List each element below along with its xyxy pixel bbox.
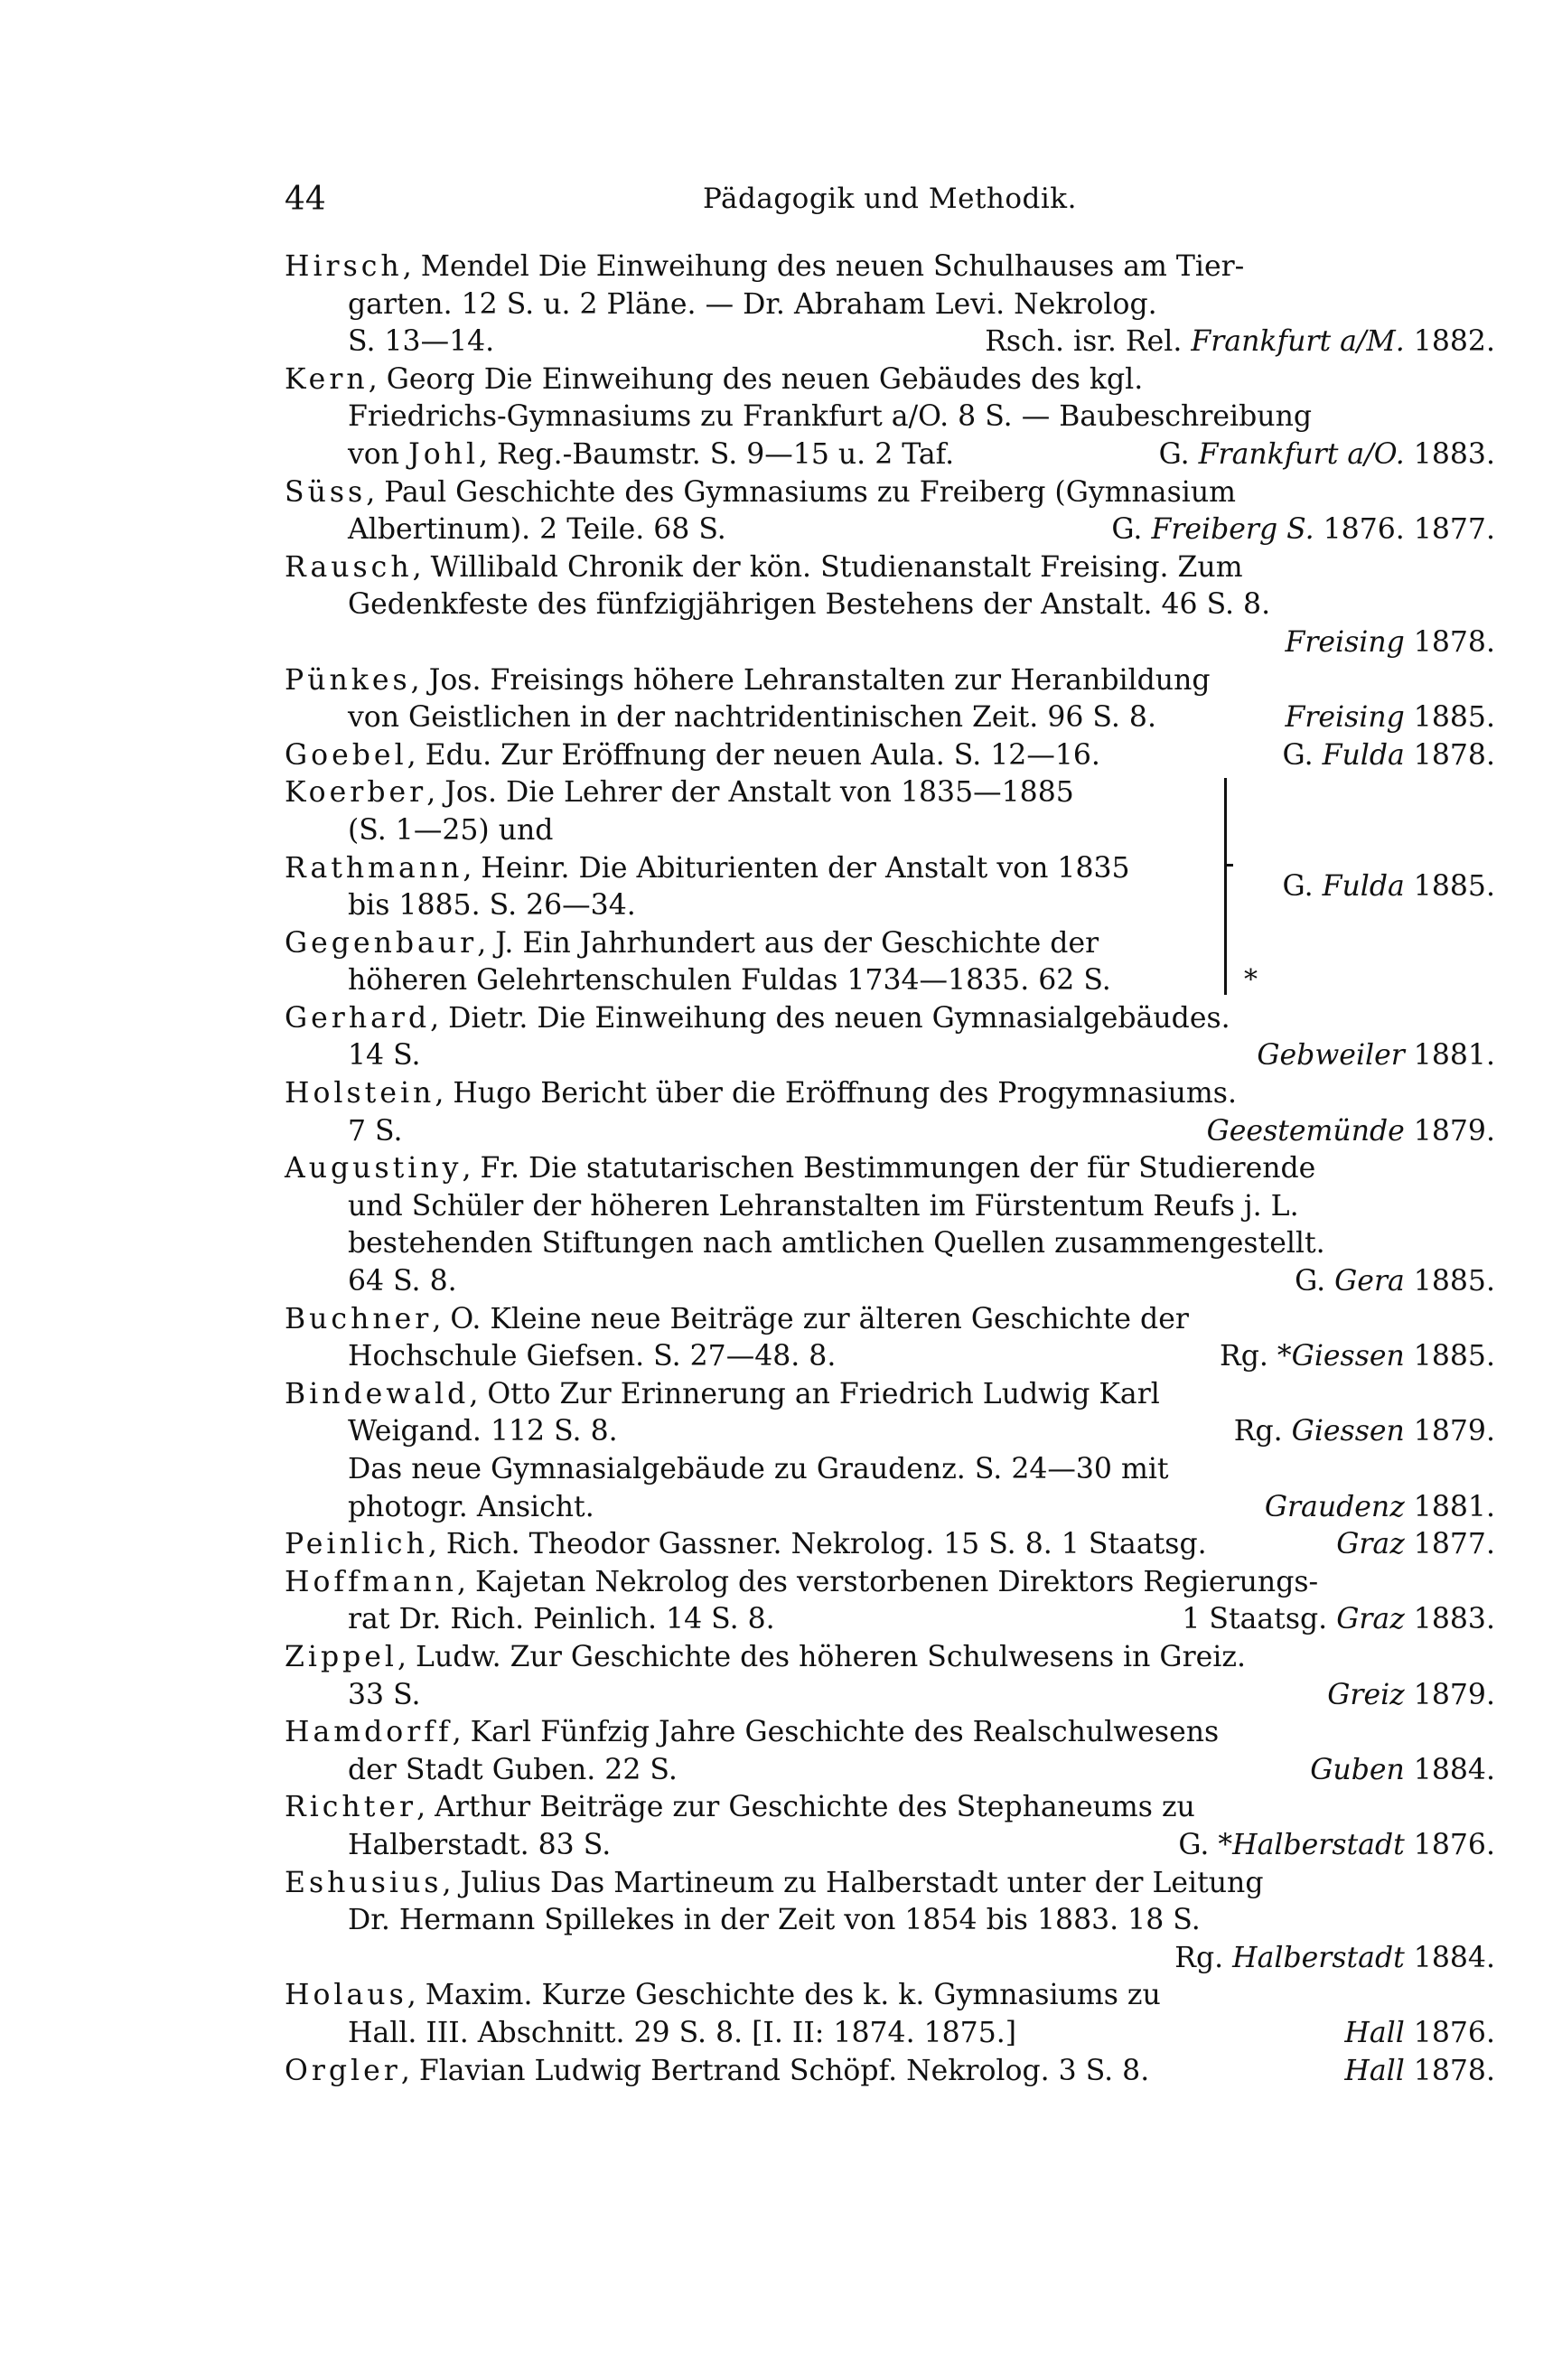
entry-line: der Stadt Guben. 22 S. Guben 1884. xyxy=(285,1752,1495,1790)
bibliography-entry xyxy=(285,737,1495,775)
bibliography-entry xyxy=(285,1000,1495,1075)
entry-line: Eshusius, Julius Das Martineum zu Halberstadt unter der Leitung xyxy=(285,1866,1264,1899)
entry-location-year: G. Gera 1885. xyxy=(1295,1265,1495,1298)
entry-line: Holstein, Hugo Bericht über die Eröffnung des Progymnasiums. xyxy=(285,1077,1237,1110)
entry-location-year: Greiz 1879. xyxy=(1327,1678,1495,1711)
bibliography-entry xyxy=(285,248,1495,361)
entry-line: Koerber, Jos. Die Lehrer der Anstalt von 1835—1885 xyxy=(285,776,1074,810)
entry-line: Hoffmann, Kajetan Nekrolog des verstorbenen Direktors Regierungs- xyxy=(285,1565,1319,1598)
entry-line: Das neue Gymnasialgebäude zu Graudenz. S. 24—30 mit xyxy=(348,1453,1169,1485)
entry-line: photogr. Ansicht. Graudenz 1881. xyxy=(285,1489,1495,1527)
entry-line: Holaus, Maxim. Kurze Geschichte des k. k. Gymnasiums zu xyxy=(285,1979,1161,2012)
entry-line: Halberstadt. 83 S. G. *Halberstadt 1876. xyxy=(285,1827,1495,1865)
entry-location-year: Hall 1878. xyxy=(1344,2054,1495,2087)
entry-location-year: Graudenz 1881. xyxy=(1264,1490,1495,1523)
bibliography-entry xyxy=(285,1301,1495,1376)
entry-location-year: Rsch. isr. Rel. Frankfurt a/M. 1882. xyxy=(985,325,1495,359)
bibliography-entry xyxy=(285,1789,1495,1864)
bibliography-entry xyxy=(285,1526,1495,1564)
entry-location-year: Hall 1876. xyxy=(1344,2016,1495,2049)
bibliography-entry xyxy=(285,662,1495,737)
bibliography-entry xyxy=(285,1376,1495,1451)
entry-line: Hochschule Giefsen. S. 27—48. 8. Rg. *Giessen 1885. xyxy=(285,1338,1495,1376)
entry-line: Weigand. 112 S. 8. Rg. Giessen 1879. xyxy=(285,1413,1495,1451)
entry-line: Rausch, Willibald Chronik der kön. Studienanstalt Freising. Zum xyxy=(285,550,1243,584)
bibliography-entry xyxy=(285,1564,1495,1639)
asterisk-mark: * xyxy=(1244,964,1258,997)
entry-location-year: Rg. *Giessen 1885. xyxy=(1219,1340,1495,1373)
entry-line: Hirsch, Mendel Die Einweihung des neuen Schulhauses am Tier- xyxy=(285,250,1245,283)
entry-location-year: G. Fulda 1878. xyxy=(1282,738,1495,772)
bibliography-entry xyxy=(285,1977,1495,2052)
entry-line: Goebel, Edu. Zur Eröffnung der neuen Aula. S. 12—16. G. Fulda 1878. xyxy=(285,737,1495,775)
entry-line: Hall. III. Abschnitt. 29 S. 8. [I. II: 1874. 1875.] Hall 1876. xyxy=(285,2015,1495,2053)
entry-line: Albertinum). 2 Teile. 68 S. G. Freiberg S. 1876. 1877. xyxy=(285,511,1495,549)
fulda-group xyxy=(285,774,1495,1000)
entry-line: Süss, Paul Geschichte des Gymnasiums zu Freiberg (Gymnasium xyxy=(285,475,1236,509)
entry-line: Gedenkfeste des fünfzigjährigen Bestehens der Anstalt. 46 S. 8. xyxy=(348,588,1271,622)
entry-location-year: 1 Staatsg. Graz 1883. xyxy=(1182,1603,1495,1636)
entry-line: von Johl, Reg.-Baumstr. S. 9—15 u. 2 Taf. G. Frankfurt a/O. 1883. xyxy=(285,436,1495,474)
entry-location-year: Rg. Halberstadt 1884. xyxy=(1174,1941,1495,1974)
entry-location-year: Rg. Giessen 1879. xyxy=(1233,1415,1495,1448)
entry-location-year: G. Freiberg S. 1876. 1877. xyxy=(1111,513,1495,547)
entry-line: 64 S. 8. G. Gera 1885. xyxy=(285,1263,1495,1301)
entry-line: Orgler, Flavian Ludwig Bertrand Schöpf. Nekrolog. 3 S. 8. Hall 1878. xyxy=(285,2053,1495,2091)
entry-line: Buchner, O. Kleine neue Beiträge zur älteren Geschichte der xyxy=(285,1302,1189,1335)
entry-location-year: Graz 1877. xyxy=(1336,1528,1495,1561)
entry-line: 33 S. Greiz 1879. xyxy=(285,1677,1495,1715)
entry-line: rat Dr. Rich. Peinlich. 14 S. 8. 1 Staatsg. Graz 1883. xyxy=(285,1601,1495,1639)
entry-line: von Geistlichen in der nachtridentinischen Zeit. 96 S. 8. Freising 1885. xyxy=(285,699,1495,737)
entry-line: bis 1885. S. 26—34. xyxy=(348,889,636,923)
entry-line: 7 S. Geestemünde 1879. xyxy=(285,1113,1495,1151)
entry-line: Pünkes, Jos. Freisings höhere Lehranstalten zur Heranbildung xyxy=(285,663,1211,697)
grouping-brace xyxy=(1224,778,1236,995)
bibliography-entry xyxy=(285,549,1495,662)
running-title: Pädagogik und Methodik. xyxy=(703,183,1077,215)
page-number: 44 xyxy=(285,181,326,218)
entry-line: Gegenbaur, J. Ein Jahrhundert aus der Geschichte der xyxy=(285,926,1099,960)
entry-line: garten. 12 S. u. 2 Pläne. — Dr. Abraham Levi. Nekrolog. xyxy=(348,287,1157,321)
entry-line: Zippel, Ludw. Zur Geschichte des höheren Schulwesens in Greiz. xyxy=(285,1640,1246,1673)
entry-line: Augustiny, Fr. Die statutarischen Bestimmungen der für Studierende xyxy=(285,1152,1316,1185)
entry-line: bestehenden Stiftungen nach amtlichen Quellen zusammengestellt. xyxy=(348,1227,1325,1260)
group-location-year: G. Fulda 1885. xyxy=(1282,870,1495,904)
entry-line: (S. 1—25) und xyxy=(348,813,554,847)
bibliography-entry xyxy=(285,2053,1495,2091)
bibliography-entry xyxy=(285,1451,1495,1526)
entry-location-year: Freising 1885. xyxy=(1285,701,1495,735)
entry-line: S. 13—14. Rsch. isr. Rel. Frankfurt a/M. 1882. xyxy=(285,323,1495,361)
entry-line: höheren Gelehrtenschulen Fuldas 1734—1835. 62 S. xyxy=(348,964,1111,998)
entry-line: Bindewald, Otto Zur Erinnerung an Friedrich Ludwig Karl xyxy=(285,1377,1160,1410)
entry-line xyxy=(285,624,1495,662)
entry-line: Rathmann, Heinr. Die Abiturienten der Anstalt von 1835 xyxy=(285,851,1130,885)
bibliography-entry xyxy=(285,474,1495,549)
entry-line: Friedrichs-Gymnasiums zu Frankfurt a/O. 8 S. — Baubeschreibung xyxy=(348,400,1313,434)
bibliography-entry xyxy=(285,1639,1495,1714)
bibliography-entry xyxy=(285,361,1495,474)
page-header xyxy=(285,181,1495,226)
entry-location-year: Gebweiler 1881. xyxy=(1257,1039,1495,1073)
entry-line: 14 S. Gebweiler 1881. xyxy=(285,1037,1495,1075)
entry-location-year: G. *Halberstadt 1876. xyxy=(1178,1828,1495,1861)
entry-line: Peinlich, Rich. Theodor Gassner. Nekrolog. 15 S. 8. 1 Staatsg. Graz 1877. xyxy=(285,1526,1495,1564)
entry-line: und Schüler der höheren Lehranstalten im Fürstentum Reufs j. L. xyxy=(348,1189,1299,1223)
entry-line: Richter, Arthur Beiträge zur Geschichte des Stephaneums zu xyxy=(285,1791,1195,1824)
bibliography-entry xyxy=(285,1075,1495,1150)
bibliography-entry xyxy=(285,1865,1495,1978)
entry-line xyxy=(285,1940,1495,1978)
entry-line: Gerhard, Dietr. Die Einweihung des neuen Gymnasialgebäudes. xyxy=(285,1001,1230,1035)
entry-line: Dr. Hermann Spillekes in der Zeit von 1854 bis 1883. 18 S. xyxy=(348,1904,1201,1937)
bibliography-entry xyxy=(285,1150,1495,1300)
entry-line: Hamdorff, Karl Fünfzig Jahre Geschichte des Realschulwesens xyxy=(285,1716,1220,1749)
entry-location-year: Geestemünde 1879. xyxy=(1206,1114,1495,1148)
entry-location-year: G. Frankfurt a/O. 1883. xyxy=(1158,437,1495,471)
entry-location-year: Guben 1884. xyxy=(1310,1753,1495,1786)
entry-location-year: Freising 1878. xyxy=(1285,625,1495,659)
bibliography-list xyxy=(285,248,1495,2090)
bibliography-entry xyxy=(285,1714,1495,1789)
entry-line: Kern, Georg Die Einweihung des neuen Gebäudes des kgl. xyxy=(285,362,1144,396)
